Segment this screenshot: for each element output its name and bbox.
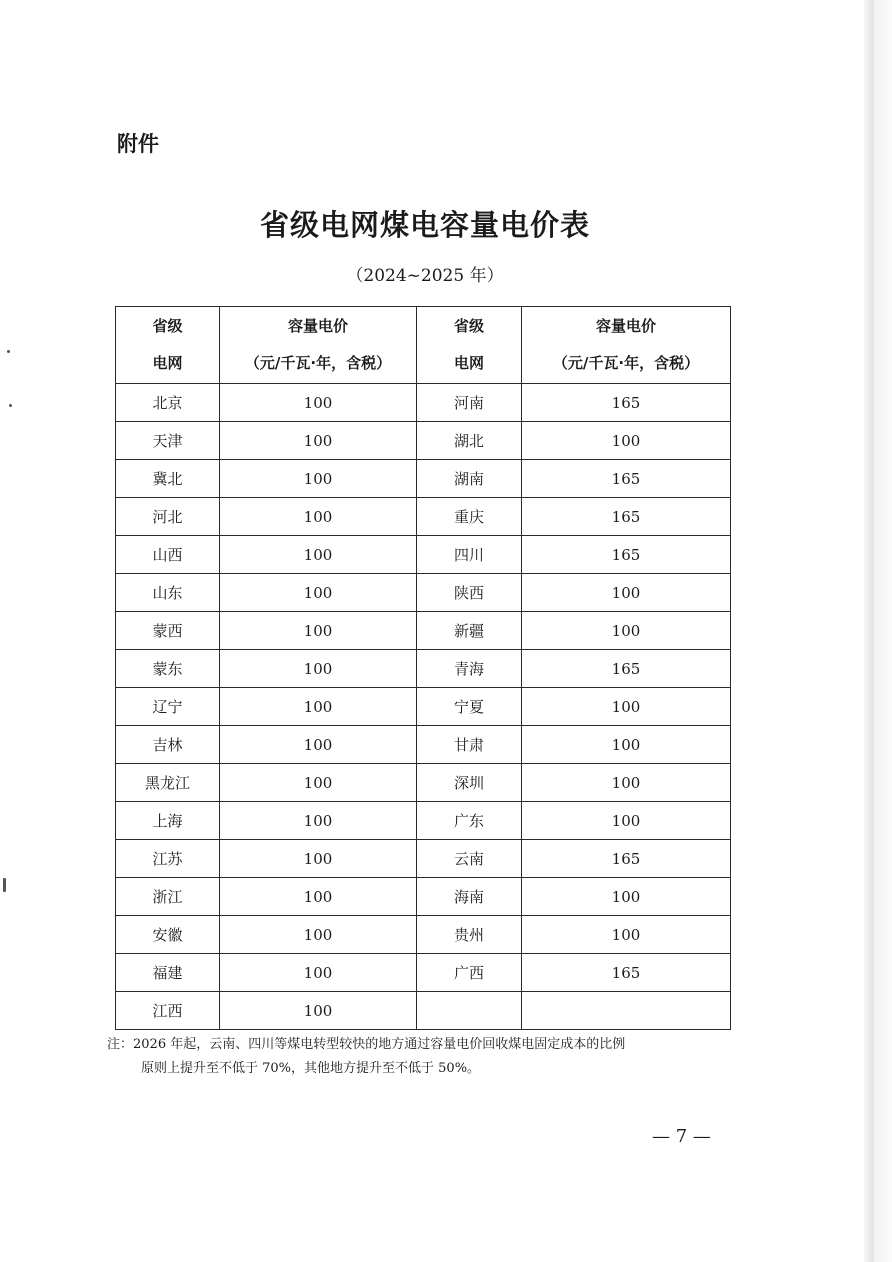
table-row bbox=[116, 612, 731, 650]
price-cell: 100 bbox=[522, 878, 731, 916]
header-grid bbox=[116, 307, 220, 384]
grid-name-cell: 海南 bbox=[417, 878, 522, 916]
attachment-label: 附件 bbox=[117, 132, 159, 156]
price-cell: 165 bbox=[522, 954, 731, 992]
price-cell: 100 bbox=[220, 954, 417, 992]
grid-name-cell: 黑龙江 bbox=[116, 764, 220, 802]
price-cell: 100 bbox=[220, 840, 417, 878]
capacity-price-table bbox=[115, 306, 731, 1030]
price-cell: 100 bbox=[522, 688, 731, 726]
table-row bbox=[116, 726, 731, 764]
price-cell: 100 bbox=[220, 764, 417, 802]
grid-name-cell: 江西 bbox=[116, 992, 220, 1030]
grid-name-cell: 广东 bbox=[417, 802, 522, 840]
page-edge bbox=[864, 0, 874, 1262]
scan-speck bbox=[7, 350, 10, 353]
table-row bbox=[116, 916, 731, 954]
table-row bbox=[116, 840, 731, 878]
scan-speck bbox=[9, 404, 12, 407]
grid-name-cell: 上海 bbox=[116, 802, 220, 840]
grid-name-cell: 蒙西 bbox=[116, 612, 220, 650]
header-grid-line2: 电网 bbox=[152, 354, 183, 372]
price-cell: 100 bbox=[220, 574, 417, 612]
note-line-2: 原则上提升至不低于 70%，其他地方提升至不低于 50%。 bbox=[141, 1061, 481, 1076]
price-cell: 100 bbox=[220, 878, 417, 916]
grid-name-cell: 重庆 bbox=[417, 498, 522, 536]
price-cell: 100 bbox=[220, 384, 417, 422]
header-price bbox=[522, 307, 731, 384]
price-cell: 100 bbox=[522, 422, 731, 460]
table-row bbox=[116, 384, 731, 422]
table-row bbox=[116, 536, 731, 574]
table-row bbox=[116, 954, 731, 992]
page-edge-shadow bbox=[874, 0, 892, 1262]
grid-name-cell: 广西 bbox=[417, 954, 522, 992]
grid-name-cell: 河北 bbox=[116, 498, 220, 536]
price-cell: 100 bbox=[220, 726, 417, 764]
grid-name-cell bbox=[417, 992, 522, 1030]
price-cell: 100 bbox=[522, 612, 731, 650]
grid-name-cell: 贵州 bbox=[417, 916, 522, 954]
table-row bbox=[116, 764, 731, 802]
grid-name-cell: 蒙东 bbox=[116, 650, 220, 688]
price-cell bbox=[522, 992, 731, 1030]
price-cell: 100 bbox=[220, 992, 417, 1030]
price-cell: 100 bbox=[220, 422, 417, 460]
note-line-1: 注：2026 年起，云南、四川等煤电转型较快的地方通过容量电价回收煤电固定成本的比例 bbox=[107, 1037, 626, 1052]
header-price-line1: 容量电价 bbox=[287, 317, 348, 335]
price-cell: 100 bbox=[522, 574, 731, 612]
scan-speck bbox=[3, 878, 6, 892]
table-note bbox=[107, 1033, 737, 1081]
grid-name-cell: 安徽 bbox=[116, 916, 220, 954]
price-cell: 165 bbox=[522, 536, 731, 574]
table-row bbox=[116, 992, 731, 1030]
price-cell: 100 bbox=[220, 802, 417, 840]
price-cell: 100 bbox=[220, 498, 417, 536]
grid-name-cell: 山东 bbox=[116, 574, 220, 612]
price-cell: 100 bbox=[522, 916, 731, 954]
grid-name-cell: 湖南 bbox=[417, 460, 522, 498]
header-price-line2: （元/千瓦·年，含税） bbox=[552, 354, 700, 372]
grid-name-cell: 山西 bbox=[116, 536, 220, 574]
grid-name-cell: 新疆 bbox=[417, 612, 522, 650]
price-cell: 165 bbox=[522, 384, 731, 422]
table-row bbox=[116, 650, 731, 688]
price-cell: 100 bbox=[220, 650, 417, 688]
table-row bbox=[116, 688, 731, 726]
header-grid-line1: 省级 bbox=[453, 317, 484, 335]
grid-name-cell: 福建 bbox=[116, 954, 220, 992]
grid-name-cell: 青海 bbox=[417, 650, 522, 688]
price-cell: 100 bbox=[522, 764, 731, 802]
table-row bbox=[116, 878, 731, 916]
grid-name-cell: 冀北 bbox=[116, 460, 220, 498]
grid-name-cell: 河南 bbox=[417, 384, 522, 422]
price-cell: 165 bbox=[522, 840, 731, 878]
header-price-line1: 容量电价 bbox=[595, 317, 656, 335]
price-cell: 100 bbox=[220, 536, 417, 574]
grid-name-cell: 江苏 bbox=[116, 840, 220, 878]
grid-name-cell: 云南 bbox=[417, 840, 522, 878]
price-cell: 100 bbox=[220, 612, 417, 650]
header-grid-line2: 电网 bbox=[453, 354, 484, 372]
grid-name-cell: 天津 bbox=[116, 422, 220, 460]
price-cell: 165 bbox=[522, 498, 731, 536]
page-number: — 7 — bbox=[652, 1126, 711, 1147]
document-subtitle: （2024~2025 年） bbox=[346, 266, 504, 286]
grid-name-cell: 辽宁 bbox=[116, 688, 220, 726]
header-price bbox=[220, 307, 417, 384]
document-title: 省级电网煤电容量电价表 bbox=[259, 208, 590, 242]
price-cell: 100 bbox=[220, 916, 417, 954]
table-row bbox=[116, 498, 731, 536]
grid-name-cell: 浙江 bbox=[116, 878, 220, 916]
price-cell: 100 bbox=[522, 726, 731, 764]
price-cell: 100 bbox=[220, 460, 417, 498]
grid-name-cell: 北京 bbox=[116, 384, 220, 422]
price-cell: 165 bbox=[522, 650, 731, 688]
table-row bbox=[116, 574, 731, 612]
header-grid-line1: 省级 bbox=[152, 317, 183, 335]
header-grid bbox=[417, 307, 522, 384]
grid-name-cell: 吉林 bbox=[116, 726, 220, 764]
grid-name-cell: 甘肃 bbox=[417, 726, 522, 764]
price-cell: 100 bbox=[220, 688, 417, 726]
table-header-row bbox=[116, 307, 731, 384]
header-price-line2: （元/千瓦·年，含税） bbox=[244, 354, 392, 372]
grid-name-cell: 深圳 bbox=[417, 764, 522, 802]
table-row bbox=[116, 422, 731, 460]
table-row bbox=[116, 802, 731, 840]
table-row bbox=[116, 460, 731, 498]
grid-name-cell: 宁夏 bbox=[417, 688, 522, 726]
grid-name-cell: 陕西 bbox=[417, 574, 522, 612]
grid-name-cell: 湖北 bbox=[417, 422, 522, 460]
price-cell: 165 bbox=[522, 460, 731, 498]
price-cell: 100 bbox=[522, 802, 731, 840]
grid-name-cell: 四川 bbox=[417, 536, 522, 574]
